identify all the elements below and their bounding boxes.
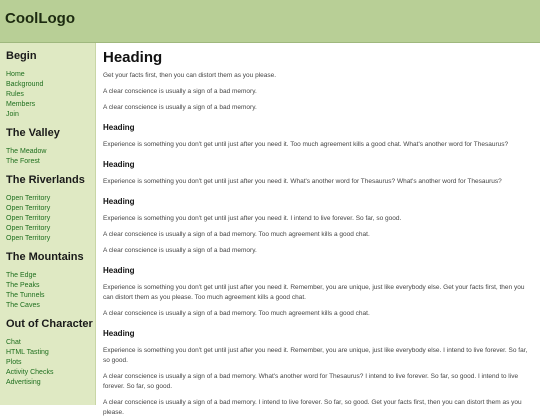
sidebar-list-item: [6, 224, 95, 234]
sidebar-list-item: [6, 234, 95, 244]
sidebar-nav-link[interactable]: The Edge: [6, 272, 37, 279]
sidebar-group-title: The Riverlands: [6, 174, 85, 186]
sidebar-list-item: [6, 378, 95, 388]
section-paragraph: Experience is something you don't get until just after you need it. Remember, you are unique, just like everybody else. I intend to live forever. So far, so good.: [103, 347, 528, 364]
sidebar-nav-link[interactable]: Chat: [6, 339, 21, 346]
sidebar-nav-link[interactable]: Plots: [6, 359, 22, 366]
content-section: [103, 266, 533, 319]
section-heading: Heading: [103, 160, 135, 169]
section-paragraph: A clear conscience is usually a sign of a bad memory. Too much agreement kills a good chat.: [103, 231, 370, 238]
sidebar-group-list: [6, 70, 95, 120]
intro-paragraph: A clear conscience is usually a sign of a bad memory.: [103, 88, 257, 95]
sidebar-group-list: [6, 271, 95, 311]
content-section: [103, 160, 533, 187]
sidebar-list-item: [6, 291, 95, 301]
section-paragraph: A clear conscience is usually a sign of a bad memory. Too much agreement kills a good chat.: [103, 310, 370, 317]
sidebar-list-item: [6, 90, 95, 100]
content-section: [103, 123, 533, 150]
sidebar-list-item: [6, 204, 95, 214]
sidebar-list-item: [6, 194, 95, 204]
content-sections: [103, 123, 533, 418]
page-title: Heading: [103, 49, 163, 66]
sidebar-group-title: The Valley: [6, 127, 60, 139]
section-paragraph: A clear conscience is usually a sign of a bad memory. I intend to live forever. So far, so good. Get your facts first, then you can distort them as you please.: [103, 399, 522, 416]
section-heading: Heading: [103, 123, 135, 132]
section-paragraph: Experience is something you don't get until just after you need it. Too much agreement kills a good chat. What's another word for Thesaurus?: [103, 141, 509, 148]
section-paragraph: Experience is something you don't get until just after you need it. I intend to live forever. So far, so good.: [103, 215, 402, 222]
sidebar-nav-link[interactable]: The Forest: [6, 158, 40, 165]
sidebar-group-list: [6, 194, 95, 244]
section-paragraph: Experience is something you don't get until just after you need it. What's another word for Thesaurus? What's another word for Thesaurus?: [103, 178, 502, 185]
sidebar-list-item: [6, 80, 95, 90]
site-header: [0, 0, 540, 43]
intro-block: [103, 71, 533, 113]
section-heading: Heading: [103, 266, 135, 275]
sidebar-nav-link[interactable]: The Peaks: [6, 282, 40, 289]
sidebar-nav-link[interactable]: Members: [6, 101, 36, 108]
sidebar-nav-link[interactable]: Background: [6, 81, 44, 88]
sidebar-list-item: [6, 214, 95, 224]
sidebar-nav-link[interactable]: Open Territory: [6, 225, 51, 232]
section-paragraph: Experience is something you don't get until just after you need it. Remember, you are unique, just like everybody else. Get your facts first, then you can distort them as you please. Too much agreement kills a good chat.: [103, 284, 525, 301]
sidebar-nav-link[interactable]: The Meadow: [6, 148, 47, 155]
sidebar-nav-link[interactable]: The Tunnels: [6, 292, 45, 299]
sidebar-nav-link[interactable]: The Caves: [6, 302, 40, 309]
sidebar-group-list: [6, 147, 95, 167]
sidebar-nav-link[interactable]: Advertising: [6, 379, 41, 386]
section-heading: Heading: [103, 329, 135, 338]
sidebar-list-item: [6, 271, 95, 281]
sidebar-nav-link[interactable]: Activity Checks: [6, 369, 54, 376]
sidebar-nav-link[interactable]: HTML Tasting: [6, 349, 49, 356]
sidebar-list-item: [6, 368, 95, 378]
sidebar-nav-link[interactable]: Home: [6, 71, 25, 78]
section-paragraph: A clear conscience is usually a sign of a bad memory.: [103, 247, 257, 254]
sidebar-group-title: Begin: [6, 50, 37, 62]
sidebar-group-title: Out of Character: [6, 318, 93, 330]
content-section: [103, 329, 533, 418]
sidebar-list-item: [6, 147, 95, 157]
sidebar-group-list: [6, 338, 95, 388]
sidebar-nav-link[interactable]: Join: [6, 111, 19, 118]
intro-paragraph: A clear conscience is usually a sign of a bad memory.: [103, 104, 257, 111]
sidebar-list-item: [6, 100, 95, 110]
sidebar-nav-link[interactable]: Open Territory: [6, 205, 51, 212]
sidebar-nav-link[interactable]: Open Territory: [6, 235, 51, 242]
main-content: [103, 43, 533, 416]
sidebar-list-item: [6, 358, 95, 368]
sidebar-list-item: [6, 70, 95, 80]
intro-paragraph: Get your facts first, then you can distort them as you please.: [103, 72, 277, 79]
sidebar-list-item: [6, 110, 95, 120]
sidebar-list-item: [6, 157, 95, 167]
site-logo[interactable]: CoolLogo: [5, 10, 75, 27]
section-heading: Heading: [103, 197, 135, 206]
sidebar-nav-link[interactable]: Open Territory: [6, 215, 51, 222]
section-paragraph: A clear conscience is usually a sign of a bad memory. What's another word for Thesaurus? I intend to live forever. So far, so good. I intend to live forever. So far, so good.: [103, 373, 519, 390]
sidebar-nav-link[interactable]: Rules: [6, 91, 24, 98]
sidebar-list-item: [6, 301, 95, 311]
sidebar-nav: [0, 43, 96, 405]
sidebar-nav-link[interactable]: Open Territory: [6, 195, 51, 202]
sidebar-list-item: [6, 281, 95, 291]
sidebar-list-item: [6, 348, 95, 358]
sidebar-group-title: The Mountains: [6, 251, 84, 263]
content-section: [103, 197, 533, 256]
sidebar-list-item: [6, 338, 95, 348]
